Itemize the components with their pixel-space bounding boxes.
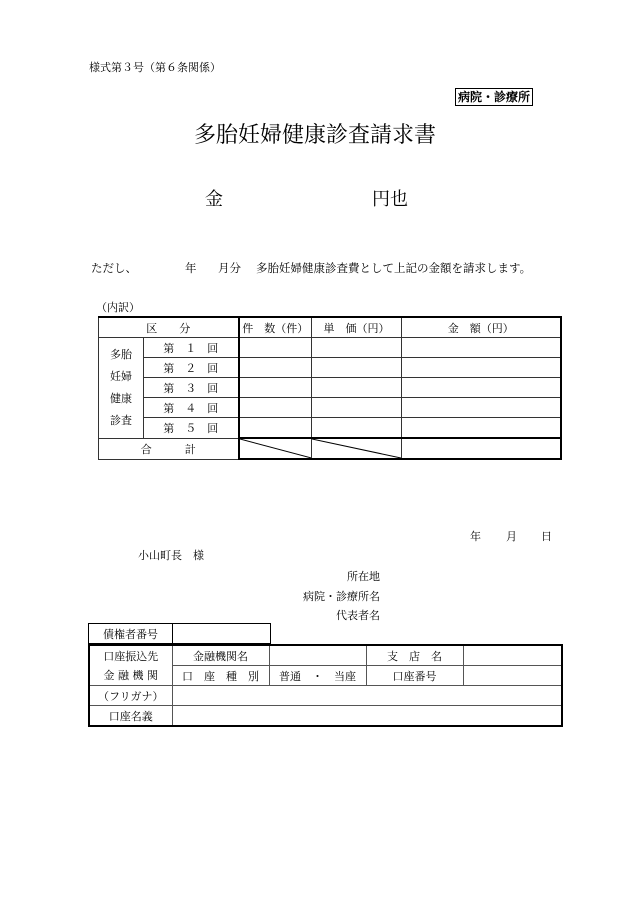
branch-label: 支 店 名	[366, 645, 463, 666]
amount-cell[interactable]	[402, 358, 561, 378]
header-count: 件 数（件）	[239, 317, 312, 338]
amount-cell[interactable]	[402, 338, 561, 358]
total-unit-price-crossed	[312, 438, 402, 459]
header-amount: 金 額（円）	[402, 317, 561, 338]
unit-price-cell[interactable]	[312, 338, 402, 358]
count-cell[interactable]	[239, 338, 312, 358]
amount-cell[interactable]	[402, 398, 561, 418]
creditor-number-cell[interactable]	[173, 624, 271, 644]
count-cell[interactable]	[239, 418, 312, 439]
amount-cell[interactable]	[402, 418, 561, 439]
account-holder-label: 口座名義	[89, 706, 172, 727]
unit-price-cell[interactable]	[312, 398, 402, 418]
furigana-cell[interactable]	[172, 686, 562, 706]
transfer-to-label: 口座振込先	[89, 645, 172, 666]
representative-label: 代表者名	[336, 609, 380, 622]
total-amount-cell[interactable]	[402, 438, 561, 459]
institution-label: 金 融 機 関	[89, 666, 172, 686]
statement-lead: ただし、	[91, 261, 137, 275]
date-day: 日	[541, 530, 552, 543]
group-label-line: 診査	[110, 413, 132, 427]
count-cell[interactable]	[239, 398, 312, 418]
account-number-cell[interactable]	[463, 666, 562, 686]
amount-cell[interactable]	[402, 378, 561, 398]
group-label-line: 多胎	[110, 347, 132, 361]
group-label-line: 健康	[110, 391, 132, 405]
furigana-label: （フリガナ）	[89, 686, 172, 706]
diagonal-line	[312, 439, 401, 458]
location-label: 所在地	[347, 570, 380, 583]
amount-prefix: 金	[205, 189, 223, 210]
breakdown-table	[98, 316, 562, 460]
unit-price-cell[interactable]	[312, 358, 402, 378]
creditor-number-label: 債権者番号	[89, 624, 173, 644]
document-title: 多胎妊婦健康診査請求書	[193, 123, 436, 148]
diagonal-line	[240, 439, 312, 458]
count-cell[interactable]	[239, 358, 312, 378]
facility-name-label: 病院・診療所名	[303, 590, 380, 603]
account-type-options[interactable]: 普通 ・ 当座	[269, 666, 366, 686]
row-label: 第 １ 回	[144, 338, 239, 358]
row-label: 第 ３ 回	[144, 378, 239, 398]
amount-suffix: 円也	[372, 189, 408, 210]
unit-price-cell[interactable]	[312, 418, 402, 439]
unit-price-cell[interactable]	[312, 378, 402, 398]
account-holder-cell[interactable]	[172, 706, 562, 727]
account-number-label: 口座番号	[366, 666, 463, 686]
branch-cell[interactable]	[463, 645, 562, 666]
row-label: 第 ２ 回	[144, 358, 239, 378]
breakdown-label: （内訳）	[96, 301, 140, 314]
group-label-line: 妊婦	[110, 369, 132, 383]
facility-type-stamp: 病院・診療所	[455, 88, 533, 106]
statement-year: 年	[185, 261, 197, 275]
addressee: 小山町長 様	[138, 549, 204, 562]
total-label: 合 計	[99, 438, 239, 459]
count-cell[interactable]	[239, 378, 312, 398]
header-unit-price: 単 価（円）	[312, 317, 402, 338]
creditor-number-table	[88, 623, 271, 644]
row-label: 第 ５ 回	[144, 418, 239, 439]
header-category: 区 分	[99, 317, 239, 338]
account-type-label: 口 座 種 別	[172, 666, 269, 686]
row-label: 第 ４ 回	[144, 398, 239, 418]
total-count-crossed	[239, 438, 312, 459]
statement-month: 月分	[218, 261, 241, 275]
bank-account-table	[88, 644, 563, 727]
bank-name-cell[interactable]	[269, 645, 366, 666]
bank-name-label: 金融機関名	[172, 645, 269, 666]
form-number: 様式第３号（第６条関係）	[89, 61, 221, 74]
date-month: 月	[506, 530, 517, 543]
statement-body: 多胎妊婦健康診査費として上記の金額を請求します。	[256, 261, 532, 275]
group-label	[99, 338, 144, 439]
date-year: 年	[470, 530, 481, 543]
